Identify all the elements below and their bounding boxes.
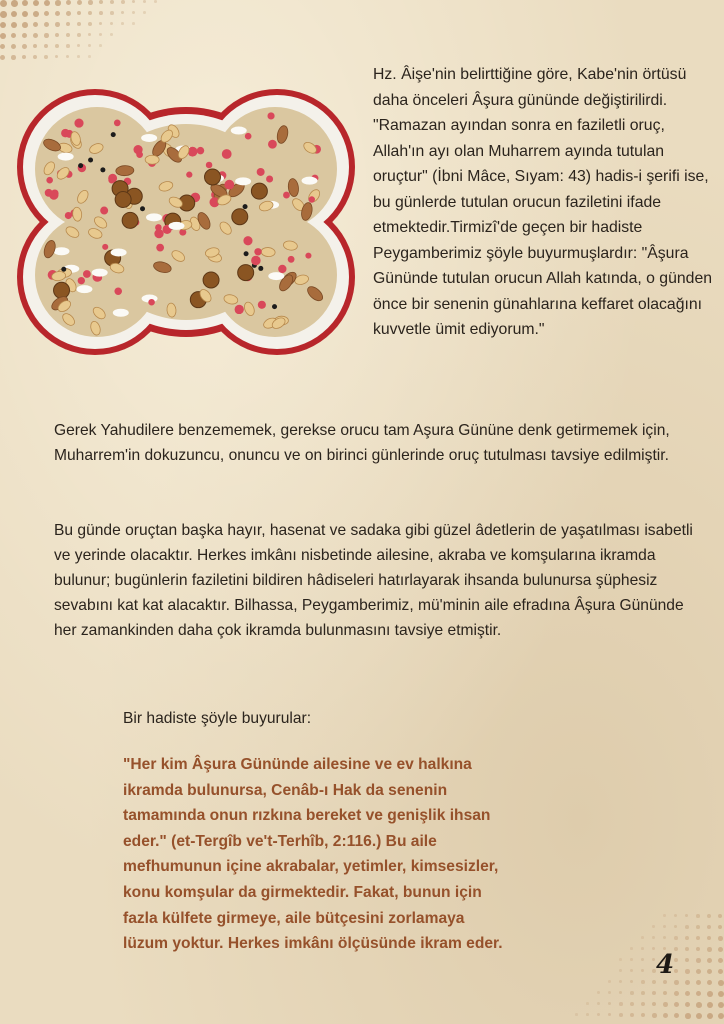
decorative-dot [597,1002,600,1005]
decorative-dot [608,991,611,994]
decorative-dot [586,1002,589,1005]
black-seeds [140,206,145,211]
decorative-dot [718,947,723,952]
decorative-dot [674,914,677,917]
decorative-dot [619,969,622,972]
coconut-flake [76,285,92,293]
dried-fig [205,169,221,185]
decorative-dot [674,958,678,962]
decorative-dot [33,55,37,59]
dried-fig [232,209,248,225]
decorative-dot [707,914,711,918]
decorative-dot [88,11,92,15]
decorative-dot [652,1013,657,1018]
decorative-dot [696,1002,702,1008]
decorative-dot [66,55,69,58]
decorative-dot [55,33,59,37]
coconut-flake [141,134,157,142]
decorative-dot [630,1002,634,1006]
dried-fig [54,282,70,298]
decorative-dot [132,11,135,14]
decorative-dot [652,991,656,995]
black-seeds [111,132,116,137]
decorative-dot [630,969,633,972]
decorative-dot [685,1002,690,1007]
decorative-dot [674,947,678,951]
decorative-dot [154,0,157,3]
decorative-dot [718,969,723,974]
black-seeds [88,157,93,162]
decorative-dot [685,914,688,917]
coconut-flake [92,269,108,277]
black-seeds [272,304,277,309]
decorative-dot [718,936,723,941]
decorative-dot [630,980,633,983]
decorative-dot [0,22,6,28]
decorative-dot [674,1013,679,1018]
pomegranate-seed [254,248,261,255]
decorative-dot [11,22,17,28]
pomegranate-seed [283,192,290,199]
dried-fig [203,272,219,288]
decorative-dot [597,991,600,994]
page-number: 4 [656,950,675,980]
peanut [145,155,159,164]
decorative-dot [718,914,722,918]
decorative-dot [77,22,81,26]
decorative-dot [99,0,103,4]
body-paragraph-2: Bu günde oruçtan başka hayır, hasenat ve sadaka gibi güzel âdetlerin de yaşatılması isabetli ve yerinde olacaktır. Herkes imkânı nisbetinde ailesine, akraba ve komşularına ikramda bulunur; bugünlerin faziletini bildiren hâdiseleri hatırlayarak ihsanda bulunursa şüphesiz sevabını kat kat alacaktır. Bilhassa, Peygamberimiz, mü'minin aile efradına Âşura Gününde her zamankinden daha çok ikramda bulunmasını tavsiye etmiştir. [54,522,693,639]
decorative-dot [88,0,93,5]
pomegranate-seed [108,177,115,184]
decorative-dot [663,936,666,939]
decorative-dot [619,958,622,961]
decorative-dot [707,936,711,940]
decorative-dot [641,1013,645,1017]
decorative-dot [663,1002,668,1007]
decorative-dot [718,991,724,997]
decorative-dot [641,1002,645,1006]
pomegranate-seed [235,307,242,314]
decorative-dot [630,947,633,950]
decorative-dots-top [0,0,160,70]
decorative-dot [55,44,59,48]
decorative-dot [44,33,49,38]
decorative-dot [630,991,634,995]
decorative-dot [718,1013,724,1019]
dried-fig [251,183,267,199]
decorative-dot [586,1013,589,1016]
decorative-dot [685,969,690,974]
decorative-dot [77,33,81,37]
decorative-dot [685,980,690,985]
decorative-dot [110,11,114,15]
decorative-dot [44,44,48,48]
pomegranate-seed [258,301,266,309]
decorative-dot [608,1013,611,1016]
decorative-dot [707,969,712,974]
decorative-dot [22,22,28,28]
decorative-dot [630,958,633,961]
decorative-dot [55,22,60,27]
decorative-dot [99,33,102,36]
decorative-dot [641,980,645,984]
decorative-dot [22,33,27,38]
decorative-dot [110,33,113,36]
pomegranate-seed [251,256,261,266]
decorative-dot [718,958,723,963]
pomegranate-seed [155,224,162,231]
decorative-dot [718,925,722,929]
decorative-dot [77,44,80,47]
decorative-dot [33,22,38,27]
decorative-dot [707,925,711,929]
decorative-dot [652,925,655,928]
decorative-dot [110,22,113,25]
decorative-dot [66,11,71,16]
decorative-dot [132,0,135,3]
decorative-dot [707,991,713,997]
decorative-dot [696,914,700,918]
decorative-dot [33,11,39,17]
decorative-dot [143,11,146,14]
decorative-dot [652,1002,656,1006]
decorative-dot [619,1013,623,1017]
decorative-dot [663,991,667,995]
decorative-dot [619,980,622,983]
decorative-dot [33,33,38,38]
pomegranate-seed [102,244,108,250]
pomegranate-seed [74,119,83,128]
pomegranate-seed [148,299,155,306]
pomegranate-seed [266,176,273,183]
decorative-dot [663,980,667,984]
decorative-dot [0,11,7,18]
coconut-flake [302,177,318,185]
pomegranate-seed [78,277,85,284]
pomegranate-seed [49,191,58,200]
decorative-dot [121,11,124,14]
pomegranate-seed [100,207,108,215]
pomegranate-seed [222,149,232,159]
dried-fig [238,265,254,281]
decorative-dot [674,969,678,973]
coconut-flake [53,247,69,255]
decorative-dot [652,958,655,961]
decorative-dot [0,33,6,39]
decorative-dot [44,55,48,59]
decorative-dot [22,55,26,59]
decorative-dot [663,925,666,928]
hadith-intro-line: Bir hadiste şöyle buyurular: [123,710,312,727]
decorative-dot [33,0,39,6]
decorative-dot [707,1002,713,1008]
dried-fig [115,192,131,208]
black-seeds [244,251,249,256]
coconut-flake [58,153,74,161]
decorative-dot [696,925,700,929]
pomegranate-seed [83,270,91,278]
coconut-flake [146,213,162,221]
black-seeds [243,204,248,209]
pomegranate-seed [267,112,274,119]
decorative-dot [0,0,7,7]
decorative-dot [0,44,5,49]
hadith-quote: "Her kim Âşura Gününde ailesine ve ev halkına ikramda bulunursa, Cenâb-ı Hak da senenin tamamında onun rızkına bereket ve genişlik ihsan eder." (et-Tergîb ve't-Terhîb, 2:116.) Bu aile mefhumunun içine akrabalar, yetimler, kimsesizler, konu komşular da girmektedir. Fakat, bunun için fazla külfete girmeye, aile bütçesini zorlamaya lüzum yoktur. Herkes imkânı ölçüsünde ikram eder. [123,756,503,953]
decorative-dot [641,958,644,961]
decorative-dot [685,958,689,962]
decorative-dot [685,925,689,929]
decorative-dot [132,22,135,25]
decorative-dot [11,44,16,49]
decorative-dot [55,11,60,16]
decorative-dot [55,55,58,58]
coconut-flake [168,222,184,230]
decorative-dot [55,0,61,6]
pomegranate-seed [245,133,252,140]
pomegranate-seed [278,265,286,273]
dried-fig [122,212,138,228]
decorative-dots-bottom [564,914,724,1024]
pomegranate-seed [305,253,311,259]
decorative-dot [22,44,27,49]
decorative-dot [641,936,644,939]
asure-bowl-image [0,72,372,362]
decorative-dot [11,0,18,7]
decorative-dot [44,11,49,16]
pomegranate-seed [186,172,192,178]
black-seeds [78,163,83,168]
pomegranate-seed [257,168,265,176]
decorative-dot [707,980,712,985]
decorative-dot [674,1002,679,1007]
decorative-dot [99,11,103,15]
pomegranate-seed [288,256,295,263]
decorative-dot [674,936,678,940]
decorative-dot [22,0,28,6]
pomegranate-seed [268,140,277,149]
decorative-dot [718,1002,724,1008]
coconut-flake [113,309,129,317]
coconut-flake [235,177,251,185]
decorative-dot [99,22,102,25]
decorative-dot [696,980,701,985]
decorative-dot [685,947,689,951]
pomegranate-seed [114,287,122,295]
decorative-dot [0,55,5,60]
decorative-dot [696,1013,702,1019]
decorative-dot [652,980,656,984]
decorative-dot [77,55,80,58]
decorative-dot [99,44,102,47]
decorative-dot [685,936,689,940]
decorative-dot [619,1002,623,1006]
decorative-dot [11,55,16,60]
decorative-dot [641,947,644,950]
decorative-dot [608,980,611,983]
decorative-dot [33,44,37,48]
decorative-dot [597,1013,600,1016]
black-seeds [258,266,263,271]
black-seeds [61,267,66,272]
decorative-dot [44,22,49,27]
decorative-dot [66,0,71,5]
decorative-dot [663,914,666,917]
pomegranate-seed [206,162,213,169]
coconut-flake [231,127,247,135]
decorative-dot [22,11,28,17]
decorative-dot [685,991,690,996]
black-seeds [100,167,105,172]
decorative-dot [641,991,645,995]
decorative-dot [44,0,50,6]
decorative-dot [88,44,91,47]
coconut-flake [111,248,127,256]
decorative-dot [707,958,712,963]
pomegranate-seed [136,151,143,158]
decorative-dot [696,991,701,996]
decorative-dot [685,1013,691,1019]
decorative-dot [652,936,655,939]
pomegranate-seed [114,120,121,127]
decorative-dot [66,44,70,48]
pomegranate-seed [156,244,164,252]
decorative-dot [121,22,124,25]
decorative-dot [619,991,622,994]
decorative-dot [674,991,679,996]
decorative-dot [674,925,677,928]
decorative-dot [143,0,146,3]
body-paragraph-1: Gerek Yahudilere benzememek, gerekse orucu tam Aşura Gününe denk getirmemek için, Muharrem'in dokuzuncu, onuncu ve on birinci günlerinde oruç tutulması tavsiye edilmiştir. [54,422,670,464]
decorative-dot [88,22,92,26]
pomegranate-seed [309,196,315,202]
decorative-dot [88,33,91,36]
decorative-dot [696,947,700,951]
decorative-dot [641,969,644,972]
pomegranate-seed [197,147,204,154]
decorative-dot [707,1013,713,1019]
decorative-dot [707,947,712,952]
intro-paragraph: Hz. Âişe'nin belirttiğine göre, Kabe'nin örtüsü daha önceleri Âşura gününde değiştirilirdi. "Ramazan ayından sonra en faziletli oruç, Allah'ın ayı olan Muharrem ayında tutulan oruçtur" (İbni Mâce, Sıyam: 43) hadis-i şerifi ise, bu günlerde tutulan orucun faziletini ifade etmektedir.Tirmizî'de geçen bir hadiste Peygamberimiz şöyle buyurmuşlardır: "Âşura Gününde tutulan orucun Allah katında, o günden önce bir senenin günahlarına keffaret olacağını kuvvetle ümit ediyorum." [373,66,713,338]
decorative-dot [77,0,82,5]
pomegranate-seed [243,236,252,245]
coconut-flake [268,272,284,280]
decorative-dot [11,11,17,17]
decorative-dot [88,55,91,58]
decorative-dot [77,11,81,15]
decorative-dot [696,969,701,974]
decorative-dot [66,33,70,37]
decorative-dot [121,0,125,4]
decorative-dot [718,980,724,986]
decorative-dot [674,980,679,985]
decorative-dot [696,958,701,963]
decorative-dot [652,947,655,950]
pomegranate-seed [224,180,234,190]
decorative-dot [110,0,114,4]
pomegranate-seed [46,177,53,184]
decorative-dot [66,22,70,26]
decorative-dot [696,936,700,940]
decorative-dot [630,1013,634,1017]
decorative-dot [11,33,16,38]
decorative-dot [575,1013,578,1016]
decorative-dot [608,1002,611,1005]
decorative-dot [663,1013,668,1018]
